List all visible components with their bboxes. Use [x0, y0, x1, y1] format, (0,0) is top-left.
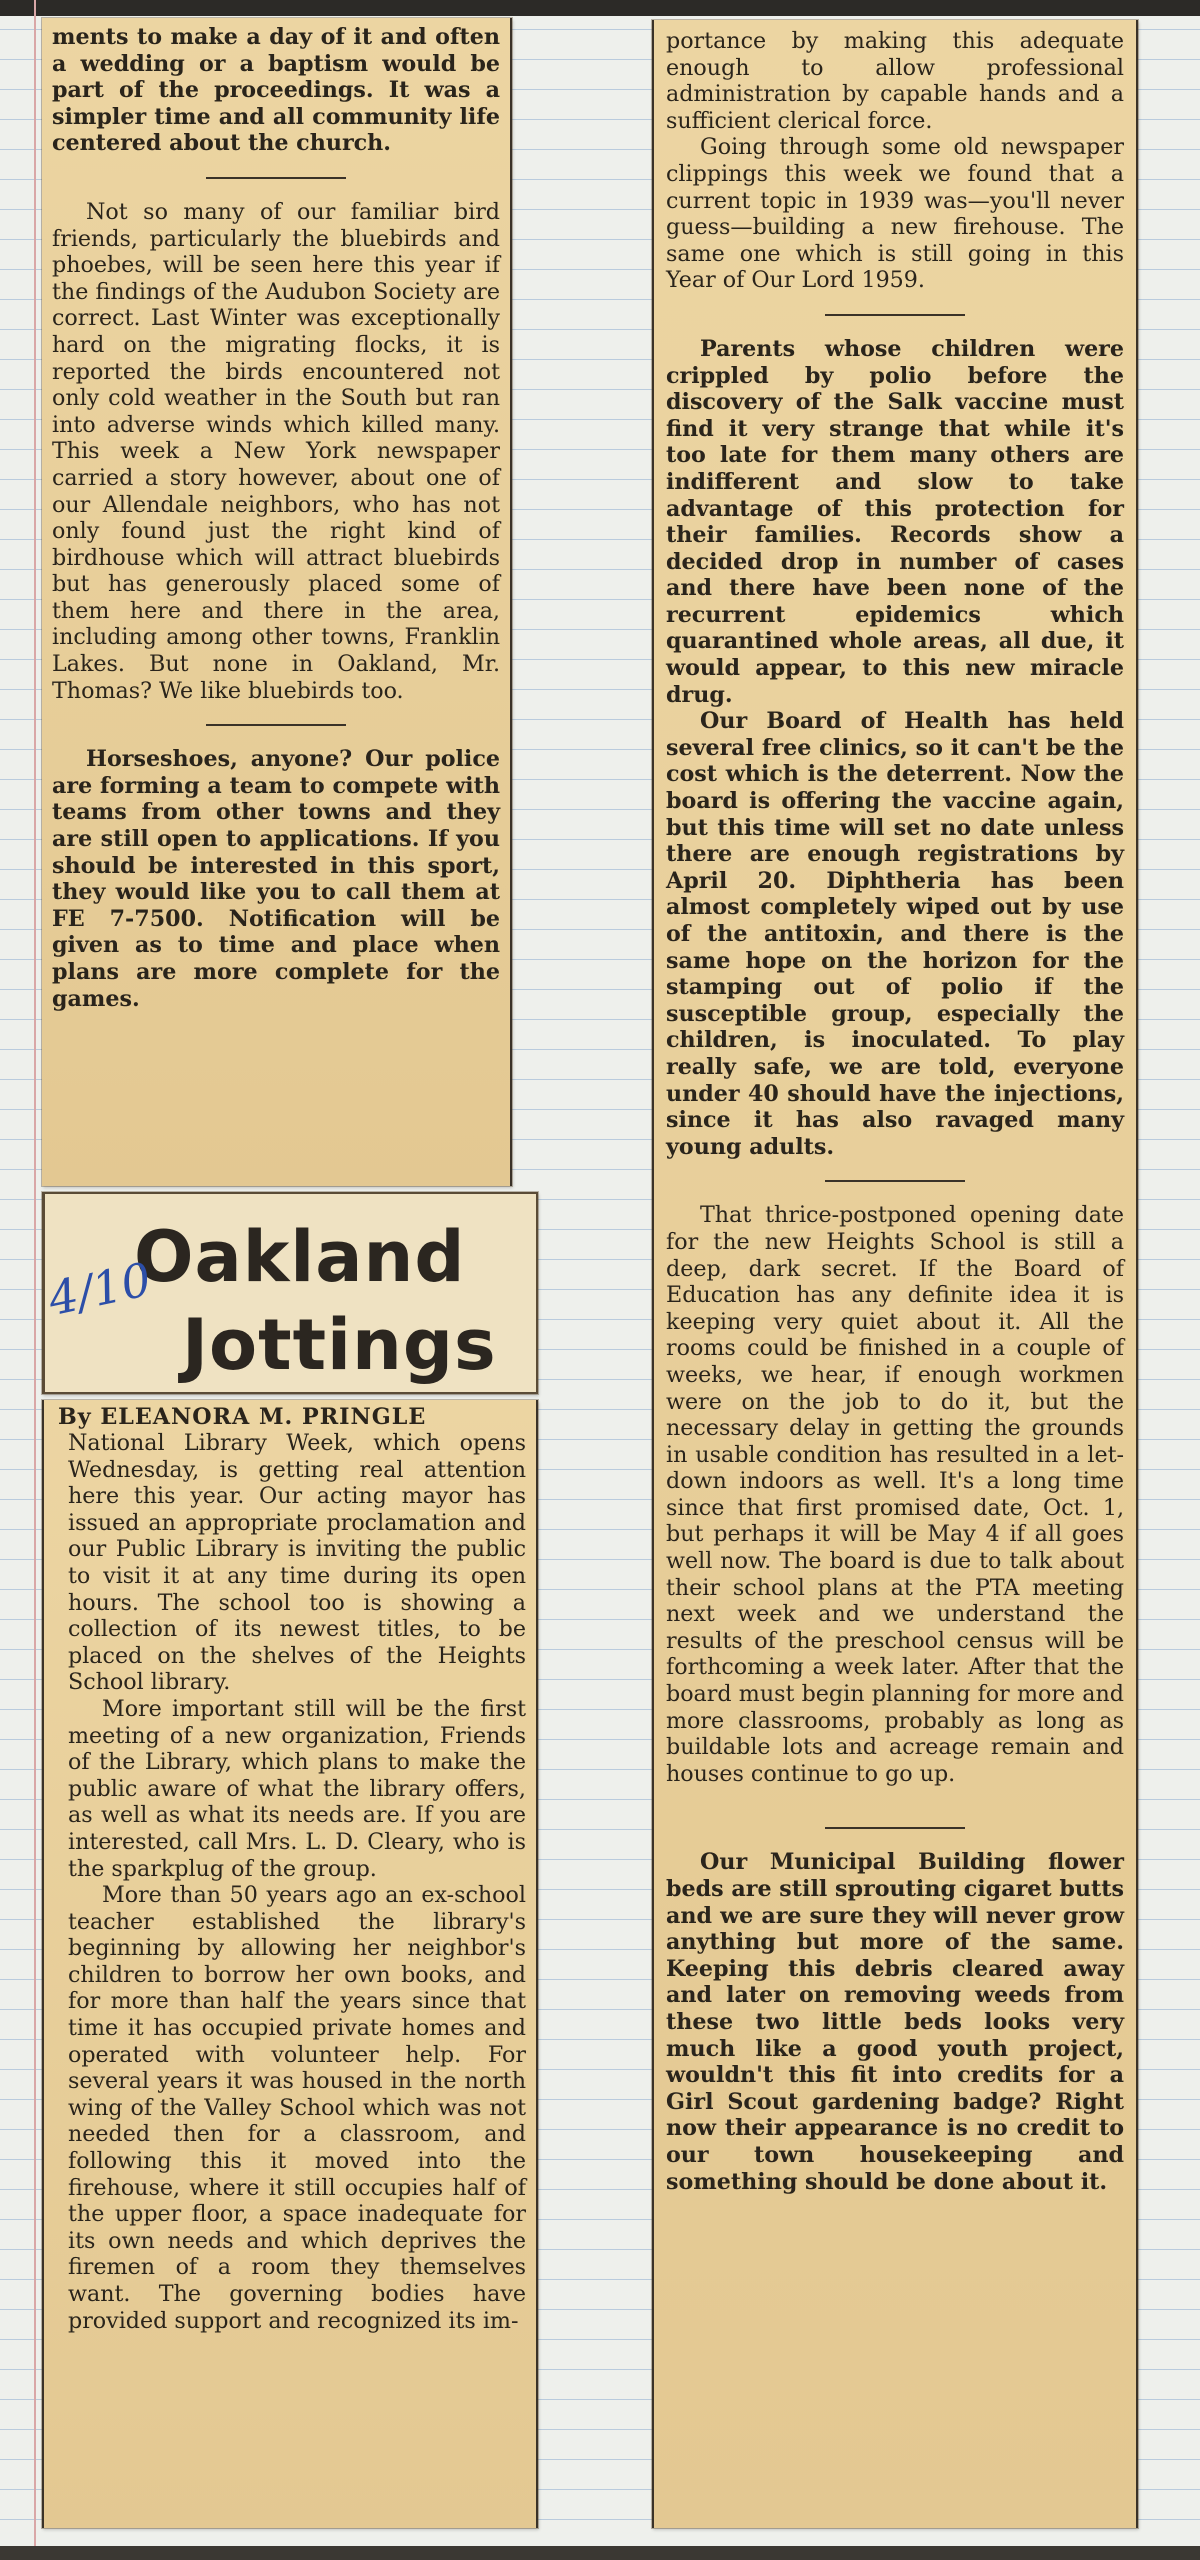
- clipping-right-column: [652, 20, 1138, 2528]
- clipping-top-left: [42, 18, 512, 1186]
- paragraph-polio-vaccine: Parents whose children were crippled by polio before the discovery of the Salk vaccine must find it very strange that while it's too late for them many others are indifferent and slow to take advantage of this protection for their families. Records show a decided drop in number of cases and there have been none of the recurrent epidemics which quarantined whole areas, all due, it would appear, to this new miracle drug.: [666, 335, 1124, 708]
- paragraph-flower-beds: Our Municipal Building flower beds are still sprouting cigaret butts and we are sure they will never grow anything but more of the same. Keeping this debris cleared away and later on removing weeds from these two little beds looks very much like a good youth project, wouldn't this fit into credits for a Girl Scout gardening badge? Right now their appearance is no credit to our town housekeeping and something should be done about it.: [666, 1849, 1124, 2195]
- separator-rule: [206, 724, 346, 726]
- handwritten-date: 4/10: [43, 1251, 156, 1327]
- clipping-library-article: [42, 1400, 538, 2528]
- paragraph-horseshoes: Horseshoes, anyone? Our police are forming a team to compete with teams from other towns and they are still open to applications. If you should be interested in this sport, they would like you to call them at FE 7-7500. Notification will be given as to time and place when plans are more complete for the games.: [52, 746, 500, 1012]
- separator-rule: [825, 1827, 965, 1829]
- paragraph-library-administration: portance by making this adequate enough to allow professional administration by capable hands and a sufficient clerical force.: [666, 28, 1124, 134]
- page-bottom-edge: [0, 2546, 1200, 2560]
- paragraph-firehouse: Going through some old newspaper clippings this week we found that a current topic in 1939 was—you'll never guess—building a new firehouse. The same one which is still going in this Year of Our Lord 1959.: [666, 134, 1124, 294]
- paragraph-bluebirds: Not so many of our familiar bird friends, particularly the bluebirds and phoebes, will be seen here this year if the findings of the Audubon Society are correct. Last Winter was exceptionally hard on the migrating flocks, it is reported the birds encountered not only cold weather in the South but ran into adverse winds which killed many. This week a New York newspaper carried a story however, about one of our Allendale neighbors, who has not only found just the right kind of birdhouse which will attract bluebirds but has generously placed some of them here and there in the area, including among other towns, Franklin Lakes. But none in Oakland, Mr. Thomas? We like bluebirds too.: [52, 198, 500, 704]
- page-top-edge: [0, 0, 1200, 16]
- headline-jottings: Jottings: [182, 1304, 497, 1386]
- paragraph-board-of-health: Our Board of Health has held several free clinics, so it can't be the cost which is the deterrent. Now the board is offering the vaccine again, but this time will set no date unless there are enough registrations by April 20. Diphtheria has been almost completely wiped out by use of the antitoxin, and there is the same hope on the horizon for the stamping out of polio if the susceptible group, especially the children, is inoculated. To play really safe, we are told, everyone under 40 should have the injections, since it has also ravaged many young adults.: [666, 708, 1124, 1160]
- separator-rule: [206, 177, 346, 179]
- paragraph-friends-of-library: More important still will be the first meeting of a new organization, Friends of the Library, which plans to make the public aware of what the library offers, as well as what its needs are. If you are interested, call Mrs. L. D. Cleary, who is the sparkplug of the group.: [68, 1695, 526, 1882]
- paragraph-heights-school: That thrice-postponed opening date for the new Heights School is still a deep, dark secret. If the Board of Education has any definite idea it is keeping very quiet about it. All the rooms could be finished in a couple of weeks, we hear, if enough workmen were on the job to do it, but the necessary delay in getting the grounds in usable condition has resulted in a let-down indoors as well. It's a long time since that first promised date, Oct. 1, but perhaps it will be May 4 if all goes well now. The board is due to talk about their school plans at the PTA meeting next week and we understand the results of the preschool census will be forthcoming a week later. After that the board must begin planning for more and more classrooms, probably as long as buildable lots and acreage remain and houses continue to go up.: [666, 1202, 1124, 1787]
- paragraph-church-life: ments to make a day of it and often a wedding or a baptism would be part of the proceedings. It was a simpler time and all community life centered about the church.: [52, 24, 500, 157]
- paragraph-library-week: National Library Week, which opens Wednesday, is getting real attention here this year. Our acting mayor has issued an appropriate proclamation and our Public Library is inviting the public to visit it at any time during its open hours. The school too is showing a collection of its newest titles, to be placed on the shelves of the Heights School library.: [68, 1430, 526, 1696]
- separator-rule: [825, 1180, 965, 1182]
- margin-rule: [34, 0, 36, 2560]
- byline: By ELEANORA M. PRINGLE: [58, 1404, 427, 1430]
- column-header: [42, 1192, 538, 1394]
- separator-rule: [825, 314, 965, 316]
- paragraph-library-history: More than 50 years ago an ex-school teacher established the library's beginning by allowing her neighbor's children to borrow her own books, and for more than half the years since that time it has occupied private homes and operated with volunteer help. For several years it was housed in the north wing of the Valley School which was not needed then for a classroom, and following this it moved into the firehouse, where it still occupies half of the upper floor, a space inadequate for its own needs and which deprives the firemen of a room they themselves want. The governing bodies have provided support and recognized its im-: [68, 1882, 526, 2334]
- headline-oakland: Oakland: [134, 1216, 466, 1298]
